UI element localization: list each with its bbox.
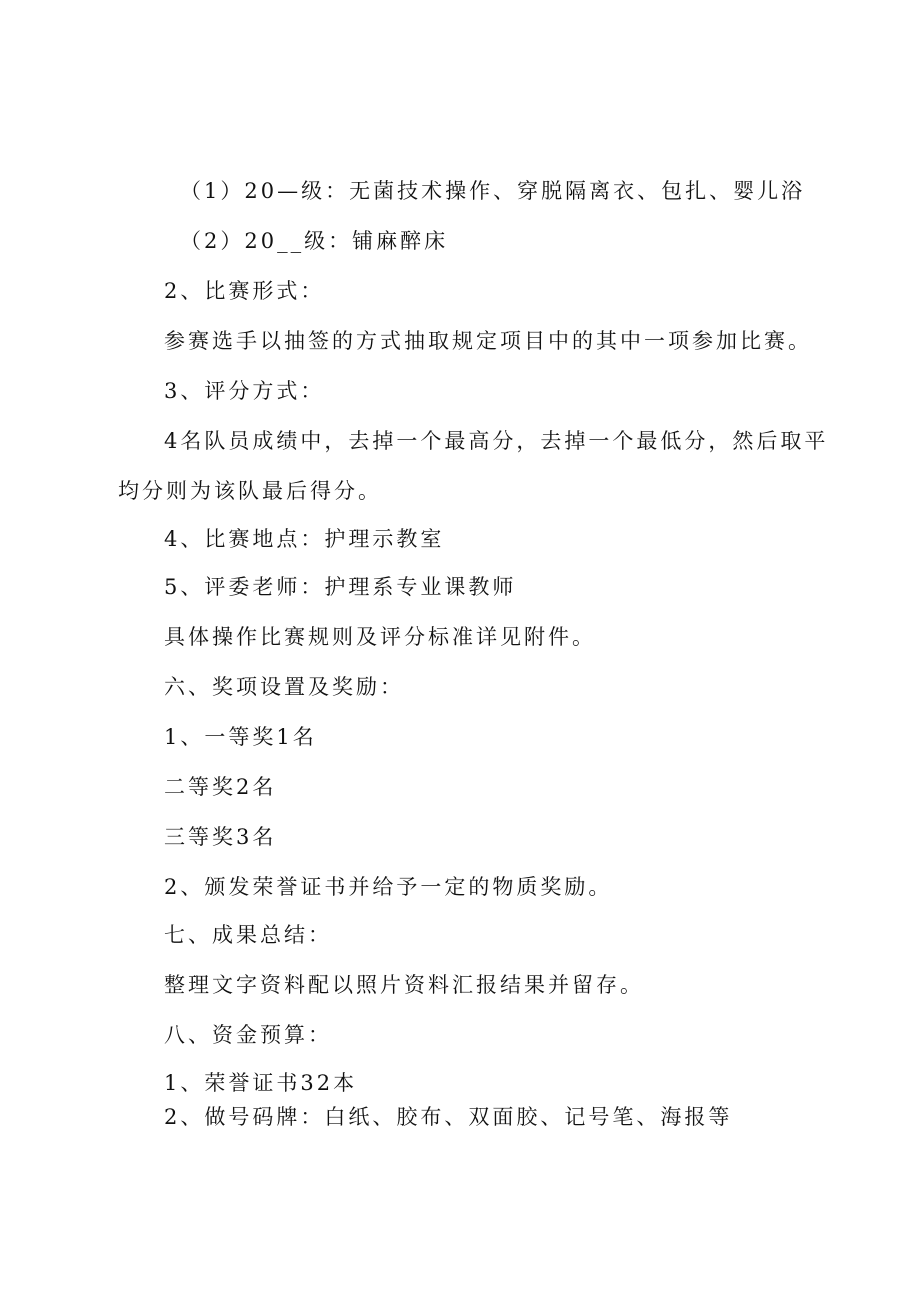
text-line-2: （2）20__级：铺麻醉床 — [180, 229, 449, 253]
text-line-7: 均分则为该队最后得分。 — [118, 479, 382, 503]
text-line-9: 5、评委老师：护理系专业课教师 — [164, 575, 517, 599]
section-heading-competition-format: 2、比赛形式： — [164, 279, 325, 303]
text-line-17: 整理文字资料配以照片资料汇报结果并留存。 — [164, 973, 644, 997]
text-line-13: 二等奖2名 — [164, 775, 277, 799]
text-line-19: 1、荣誉证书32本 — [164, 1071, 358, 1095]
section-heading-summary: 七、成果总结： — [164, 923, 332, 947]
text-line-8: 4、比赛地点：护理示教室 — [164, 527, 445, 551]
section-heading-budget: 八、资金预算： — [164, 1023, 332, 1047]
text-line-1: （1）20—级：无菌技术操作、穿脱隔离衣、包扎、婴儿浴 — [180, 179, 806, 203]
section-heading-awards: 六、奖项设置及奖励： — [164, 675, 404, 699]
text-line-6: 4名队员成绩中，去掉一个最高分，去掉一个最低分，然后取平 — [164, 429, 829, 453]
text-line-10: 具体操作比赛规则及评分标准详见附件。 — [164, 625, 596, 649]
text-line-20: 2、做号码牌：白纸、胶布、双面胶、记号笔、海报等 — [164, 1105, 733, 1129]
text-line-15: 2、颁发荣誉证书并给予一定的物质奖励。 — [164, 875, 613, 899]
text-line-12: 1、一等奖1名 — [164, 725, 317, 749]
text-line-14: 三等奖3名 — [164, 825, 277, 849]
section-heading-scoring-method: 3、评分方式： — [164, 379, 325, 403]
text-line-4: 参赛选手以抽签的方式抽取规定项目中的其中一项参加比赛。 — [164, 329, 812, 353]
